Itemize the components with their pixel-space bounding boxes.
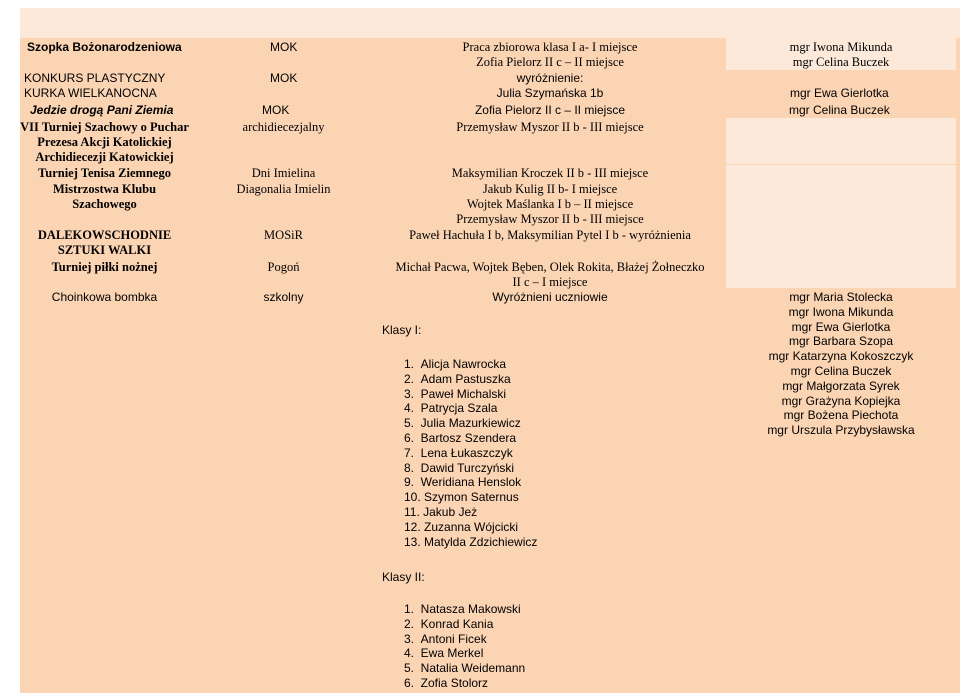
teacher-cell-highlight xyxy=(726,258,956,288)
event-title: Szachowego xyxy=(72,197,137,211)
result-line: Zofia Pielorz II c – II miejsce xyxy=(476,55,624,69)
list-item: 5. Natalia Weidemann xyxy=(404,661,526,676)
teacher-name: mgr Ewa Gierlotka xyxy=(791,319,891,334)
list-item: 6. Zofia Stolorz xyxy=(404,675,489,690)
event-title: SZTUKI WALKI xyxy=(57,243,152,257)
teacher-name: mgr Barbara Szopa xyxy=(788,334,894,349)
list-item: 8. Dawid Turczyński xyxy=(404,460,515,475)
result-line: Zofia Pielorz II c – II miejsce xyxy=(474,103,626,117)
teacher-cell-highlight xyxy=(726,118,956,164)
list-item: 2. Adam Pastuszka xyxy=(404,371,511,386)
list-item: 7. Lena Łukaszczyk xyxy=(404,445,513,460)
header-cell xyxy=(722,8,960,38)
list-item: 4. Ewa Merkel xyxy=(404,646,484,661)
teacher-name: mgr Bożena Piechota xyxy=(783,408,899,423)
result-line: Wyróżnieni uczniowie xyxy=(492,290,608,304)
teacher-name: mgr Iwona Mikunda xyxy=(788,304,894,319)
list-item: 1. Alicja Nawrocka xyxy=(404,357,507,371)
organizer: MOK xyxy=(262,103,290,117)
result-line: II c – I miejsce xyxy=(512,275,588,289)
event-title: Szopka Bożonarodzeniowa xyxy=(27,40,182,54)
result-line: Maksymilian Kroczek II b - III miejsce xyxy=(451,166,649,180)
organizer: Diagonalia Imielin xyxy=(236,182,331,196)
result-line: Jakub Kulig II b- I miejsce xyxy=(482,182,618,196)
teacher-cell-highlight xyxy=(726,182,956,226)
teacher-name: mgr Celina Buczek xyxy=(792,55,890,69)
result-line: wyróżnienie: xyxy=(516,71,584,85)
event-title: Archidiecezji Katowickiej xyxy=(35,150,174,164)
list-item: 1. Natasza Makowski xyxy=(404,602,521,616)
event-title: VII Turniej Szachowy o Puchar xyxy=(20,120,189,134)
event-title: Choinkowa bombka xyxy=(51,290,158,304)
teacher-cell-highlight xyxy=(726,165,956,182)
teacher-name: mgr Katarzyna Kokoszczyk xyxy=(768,349,914,364)
result-line: Julia Szymańska 1b xyxy=(496,86,604,100)
list-item: 2. Konrad Kania xyxy=(404,616,494,631)
class-heading: Klasy II: xyxy=(382,570,425,584)
event-title: Prezesa Akcji Katolickiej xyxy=(37,135,172,149)
list-item: 5. Julia Mazurkiewicz xyxy=(404,416,521,431)
result-line: Paweł Hachuła I b, Maksymilian Pytel I b - wyróżnienia xyxy=(409,228,691,242)
result-line: Praca zbiorowa klasa I a- I miejsce xyxy=(462,40,638,54)
list-item: 10. Szymon Saternus xyxy=(404,490,519,505)
event-title: Turniej piłki nożnej xyxy=(51,260,158,274)
event-title: KURKA WIELKANOCNA xyxy=(24,86,157,100)
header-cell xyxy=(189,8,378,38)
event-title: KONKURS PLASTYCZNY xyxy=(24,71,166,85)
event-title: Turniej Tenisa Ziemnego xyxy=(38,166,171,180)
teacher-name: mgr Małgorzata Syrek xyxy=(782,378,900,393)
class-heading: Klasy I: xyxy=(382,323,422,337)
list-item: 13. Matylda Zdzichiewicz xyxy=(404,534,538,549)
teacher-list xyxy=(722,290,960,438)
event-title: Jedzie drogą Pani Ziemia xyxy=(30,103,174,117)
teacher-name: mgr Iwona Mikunda xyxy=(789,40,893,54)
list-item: 9. Weridiana Henslok xyxy=(404,475,522,490)
event-title: Mistrzostwa Klubu xyxy=(52,182,157,196)
teacher-name: mgr Grażyna Kopiejka xyxy=(781,393,901,408)
teacher-name: mgr Celina Buczek xyxy=(789,103,890,117)
list-item: 3. Paweł Michalski xyxy=(404,386,507,401)
result-line: Wojtek Maślanka I b – II miejsce xyxy=(466,197,634,211)
list-item: 4. Patrycja Szala xyxy=(404,401,498,416)
result-line: Przemysław Myszor II b - III miejsce xyxy=(456,120,644,134)
teacher-name: mgr Celina Buczek xyxy=(790,363,892,378)
organizer: archidiecezjalny xyxy=(242,120,325,134)
teacher-name: mgr Urszula Przybysławska xyxy=(767,423,915,438)
header-cell xyxy=(20,8,189,38)
student-list xyxy=(404,357,537,549)
list-item: 12. Zuzanna Wójcicki xyxy=(404,519,519,534)
student-list xyxy=(404,602,525,691)
organizer-column xyxy=(189,38,378,693)
header-cell xyxy=(378,8,722,38)
teacher-cell-highlight xyxy=(726,226,956,258)
organizer: MOSiR xyxy=(264,228,303,242)
teacher-name: mgr Maria Stolecka xyxy=(789,290,893,304)
teacher-name: mgr Ewa Gierlotka xyxy=(790,86,889,100)
organizer: Dni Imielina xyxy=(251,166,316,180)
result-line: Michał Pacwa, Wojtek Bęben, Olek Rokita, Błażej Żołneczko xyxy=(395,260,705,274)
list-item: 6. Bartosz Szendera xyxy=(404,430,517,445)
list-item: 3. Antoni Ficek xyxy=(404,631,487,646)
organizer: szkolny xyxy=(263,290,304,304)
list-item: 11. Jakub Jeż xyxy=(404,504,478,519)
organizer: Pogoń xyxy=(267,260,300,274)
organizer: MOK xyxy=(270,71,298,85)
organizer: MOK xyxy=(270,40,298,54)
event-title: DALEKOWSCHODNIE xyxy=(37,228,172,242)
result-line: Przemysław Myszor II b - III miejsce xyxy=(456,212,644,226)
